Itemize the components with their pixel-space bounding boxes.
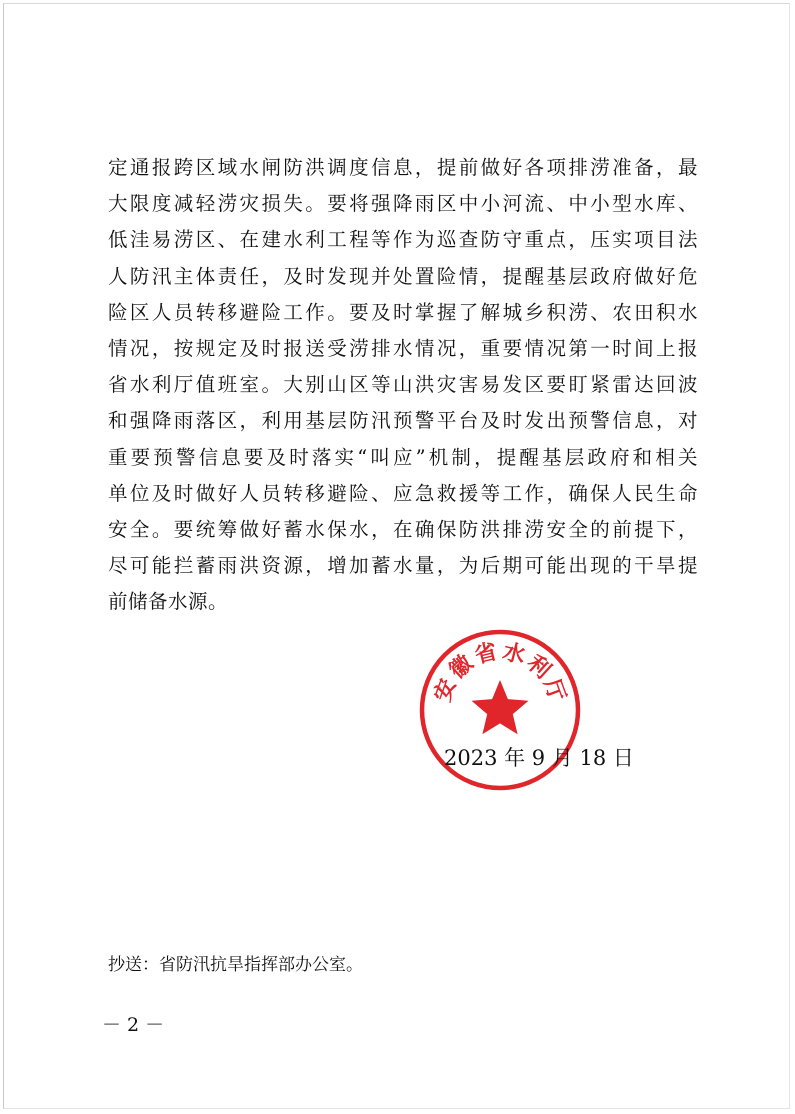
paragraph-line: 单位及时做好人员转移避险、应急救援等工作，确保人民生命 <box>108 481 698 505</box>
seal-character: 省 <box>472 638 500 669</box>
paragraph-line: 险区人员转移避险工作。要及时掌握了解城乡积涝、农田积水 <box>108 300 698 324</box>
seal-star-icon <box>472 680 529 734</box>
paragraph-line: 省水利厅值班室。大别山区等山洪灾害易发区要盯紧雷达回波 <box>108 373 698 397</box>
seal-character: 厅 <box>538 675 571 705</box>
document-date: 2023 年 9 月 18 日 <box>444 746 634 770</box>
paragraph-line: 安全。要统筹做好蓄水保水，在确保防洪排涝安全的前提下， <box>108 517 698 541</box>
paragraph-line: 大限度减轻涝灾损失。要将强降雨区中小河流、中小型水库、 <box>108 192 698 216</box>
document-body <box>108 150 698 620</box>
seal-character: 利 <box>521 649 556 684</box>
seal-character: 安 <box>429 675 462 705</box>
paragraph-line: 重要预警信息要及时落实“叫应”机制，提醒基层政府和相关 <box>108 445 698 469</box>
paragraph-line: 人防汛主体责任，及时发现并处置险情，提醒基层政府做好危 <box>108 264 698 288</box>
seal-character: 水 <box>500 638 528 669</box>
paragraph-line: 尽可能拦蓄雨洪资源，增加蓄水量，为后期可能出现的干旱提 <box>108 554 698 578</box>
page-number: － 2 － <box>102 1014 165 1036</box>
seal-character: 徽 <box>444 649 479 684</box>
paragraph-line: 和强降雨落区，利用基层防汛预警平台及时发出预警信息，对 <box>108 409 698 433</box>
cc-line: 抄送：省防汛抗旱指挥部办公室。 <box>108 955 363 975</box>
paragraph-line: 低洼易涝区、在建水利工程等作为巡查防守重点，压实项目法 <box>108 228 698 252</box>
paragraph-line: 前储备水源。 <box>108 590 229 614</box>
paragraph-line: 定通报跨区域水闸防洪调度信息，提前做好各项排涝准备，最 <box>108 156 698 179</box>
paragraph-line: 情况，按规定及时报送受涝排水情况，重要情况第一时间上报 <box>108 336 698 360</box>
